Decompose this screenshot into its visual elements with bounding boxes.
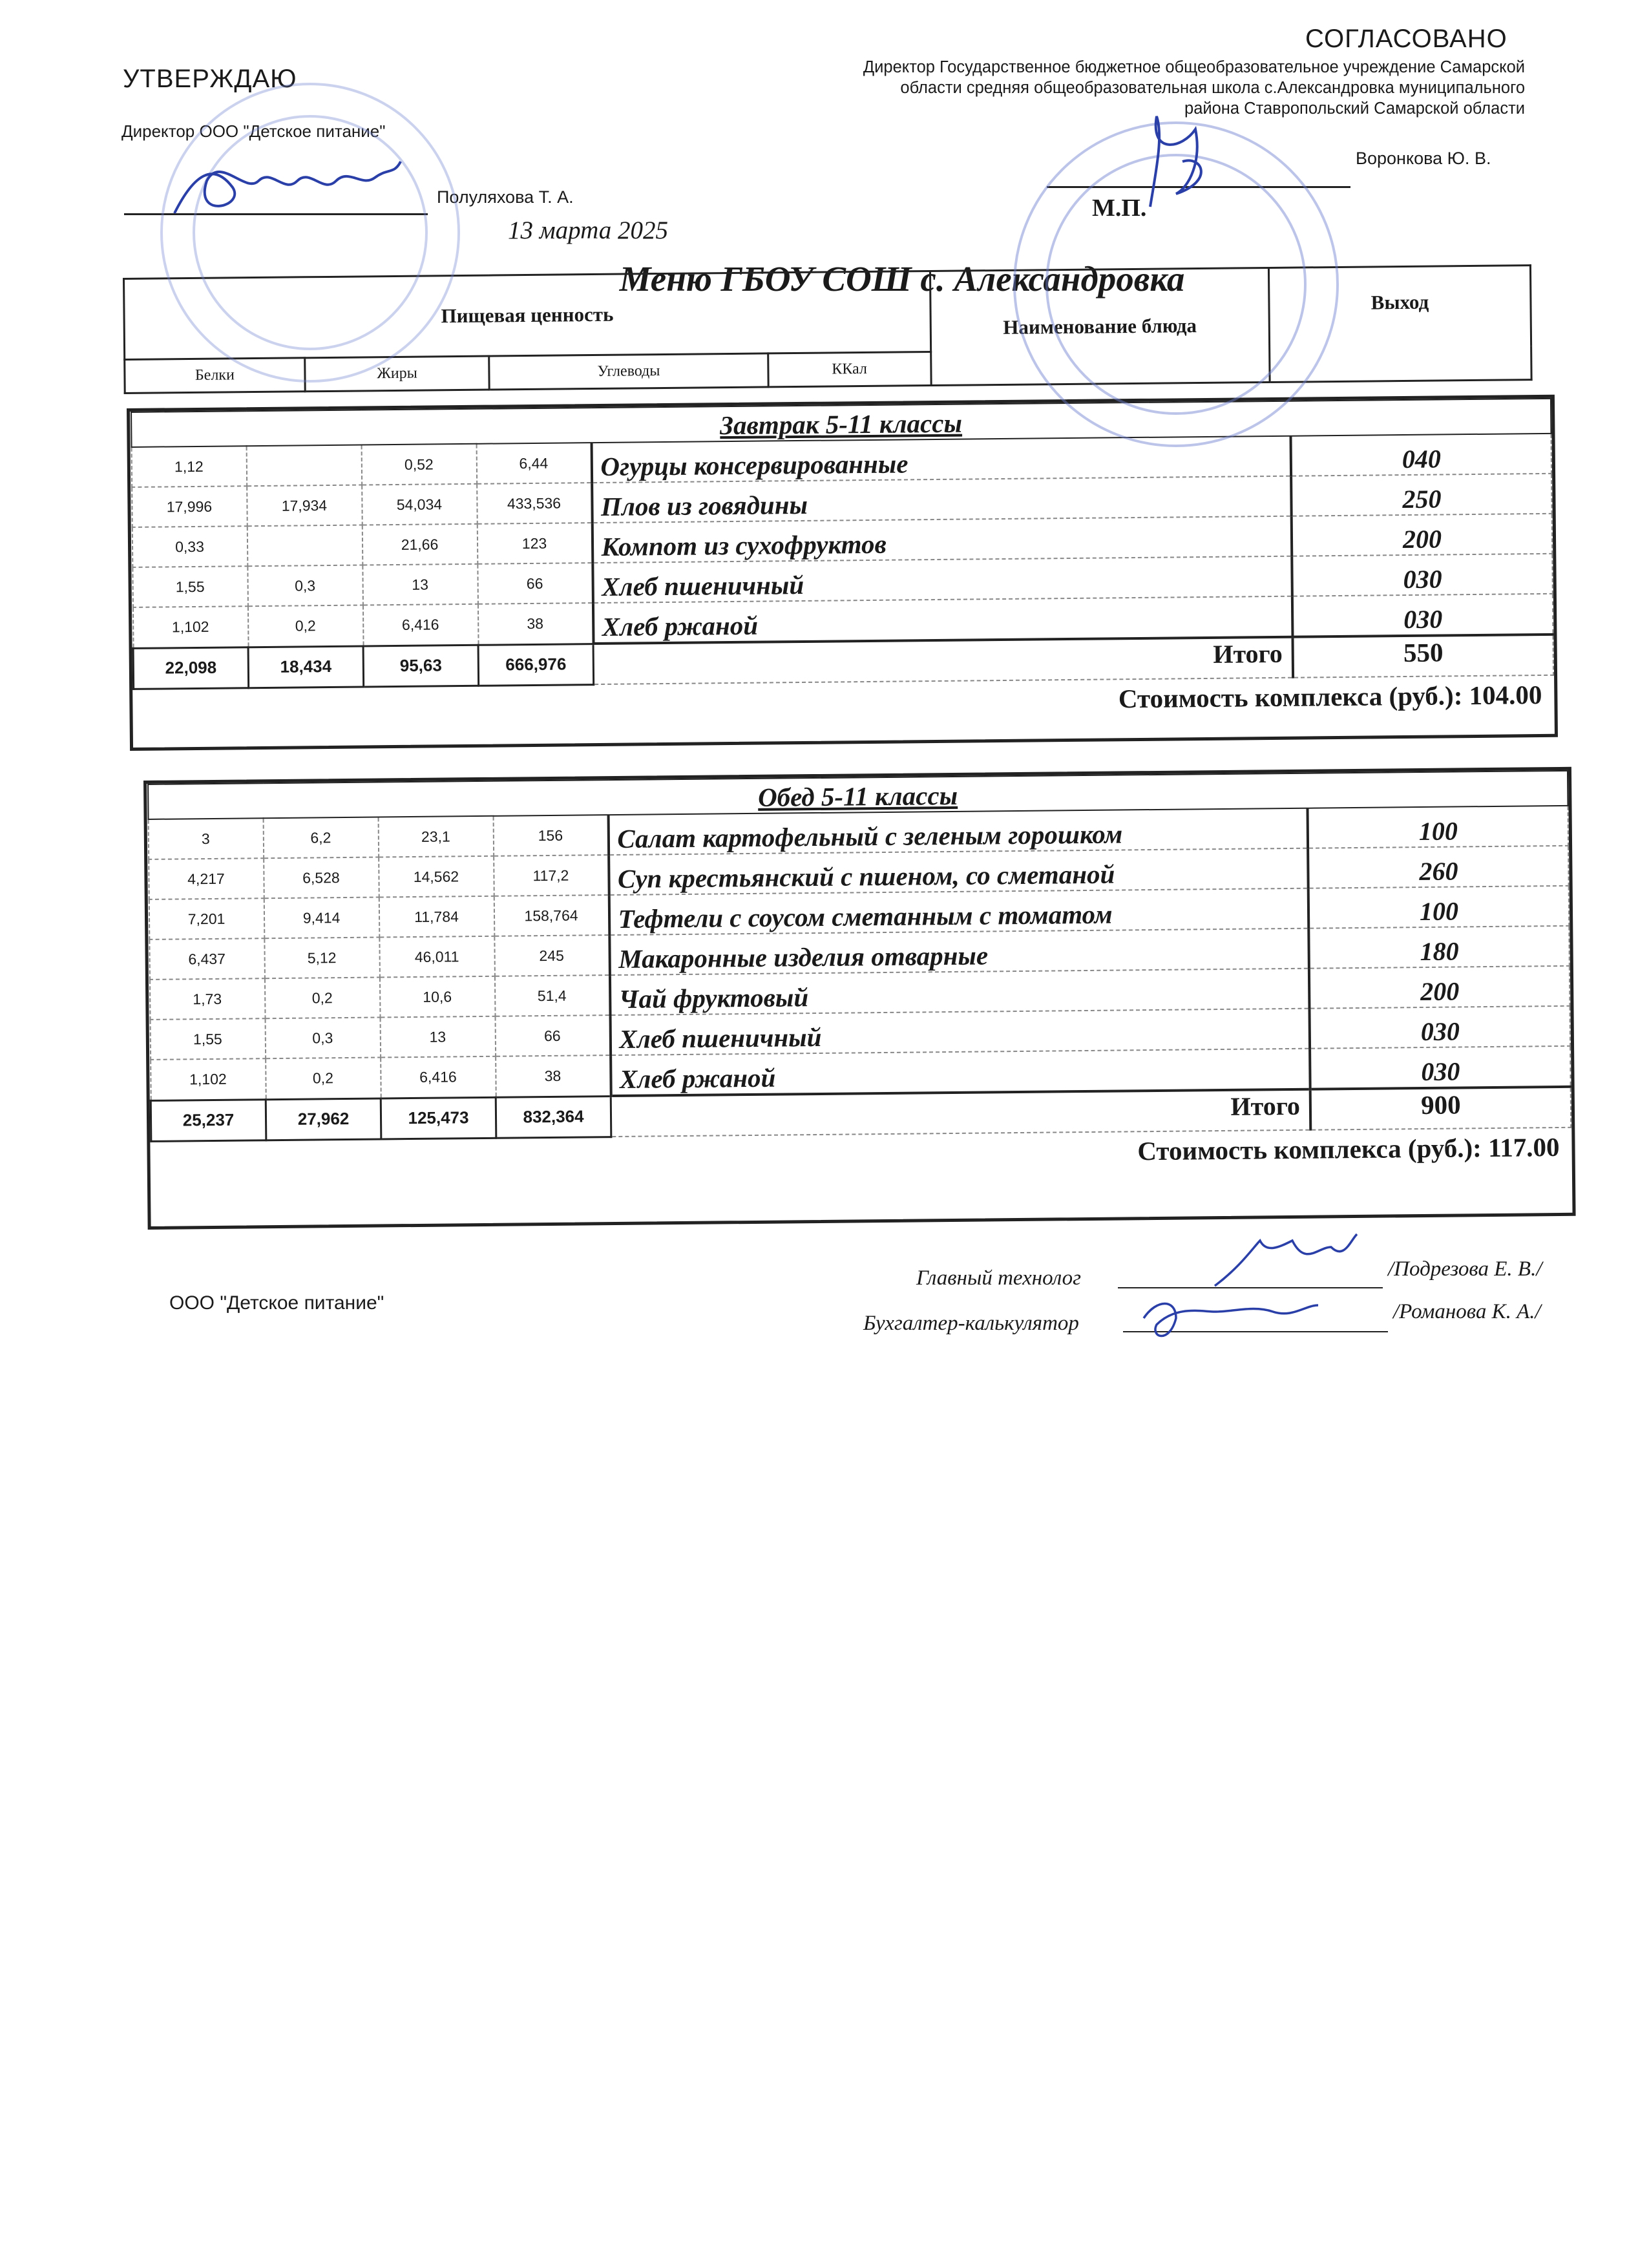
breakfast-kcal-cell: 38 [478, 603, 593, 645]
breakfast-carbs-cell: 54,034 [362, 484, 478, 525]
breakfast-carbs-cell: 6,416 [362, 604, 478, 646]
lunch-kcal-cell: 38 [496, 1055, 611, 1097]
breakfast-cost: Стоимость комплекса (руб.): 104.00 [1118, 679, 1542, 713]
breakfast-carbs-cell: 21,66 [362, 524, 478, 565]
lunch-dish-cell: Суп крестьянский с пшеном, со сметаной [609, 848, 1308, 895]
lunch-carbs-cell: 6,416 [381, 1056, 496, 1098]
technologist-name: /Подрезова Е. В./ [1388, 1257, 1542, 1281]
lunch-dish-cell: Тефтели с соусом сметанным с томатом [609, 888, 1308, 935]
breakfast-dish-cell: Огурцы консервированные [591, 436, 1291, 483]
breakfast-total-output: 550 [1292, 635, 1553, 678]
breakfast-output-cell: 030 [1292, 594, 1553, 637]
lunch-title: Обед 5-11 классы [148, 771, 1568, 819]
breakfast-carbs-cell: 0,52 [361, 444, 477, 485]
lunch-protein-cell: 4,217 [149, 858, 264, 899]
lunch-cost: Стоимость комплекса (руб.): 117.00 [1137, 1131, 1560, 1166]
lunch-total-protein: 25,237 [151, 1099, 266, 1141]
stamp-label: М.П. [1092, 194, 1147, 222]
breakfast-fat-cell: 17,934 [247, 485, 362, 527]
lunch-kcal-cell: 245 [494, 935, 610, 976]
agree-title: СОГЛАСОВАНО [1305, 25, 1507, 53]
lunch-fat-cell: 6,2 [263, 817, 379, 859]
breakfast-dish-cell: Хлеб ржаной [593, 596, 1292, 644]
breakfast-total-fat: 18,434 [248, 646, 364, 688]
accountant-label: Бухгалтер-калькулятор [863, 1312, 1079, 1335]
approve-title: УТВЕРЖДАЮ [123, 65, 297, 93]
breakfast-fat-cell: 0,2 [247, 605, 363, 647]
agree-name: Воронкова Ю. В. [1356, 149, 1491, 168]
output-header: Выход [1268, 266, 1531, 383]
fat-header: Жиры [305, 356, 490, 392]
lunch-fat-cell: 6,528 [264, 857, 379, 899]
lunch-fat-cell: 9,414 [264, 898, 379, 939]
breakfast-kcal-cell: 66 [478, 563, 593, 604]
breakfast-fat-cell: 0,3 [247, 565, 363, 607]
lunch-total-carbs: 125,473 [381, 1097, 496, 1139]
agree-line-3: района Ставропольский Самарской области [1184, 100, 1525, 118]
agree-line-2: области средняя общеобразовательная школа с.Александровка муниципального [900, 79, 1525, 97]
lunch-fat-cell: 5,12 [264, 938, 380, 979]
approve-signature [174, 162, 401, 213]
breakfast-total-label: Итого [593, 637, 1293, 684]
breakfast-output-cell: 250 [1291, 474, 1552, 516]
lunch-total-fat: 27,962 [266, 1098, 381, 1140]
breakfast-kcal-cell: 123 [477, 523, 593, 564]
accountant-signature [1144, 1304, 1318, 1336]
agree-line-1: Директор Государственное бюджетное общеобразовательное учреждение Самарской [863, 58, 1525, 76]
breakfast-total-kcal: 666,976 [478, 644, 594, 686]
breakfast-total-carbs: 95,63 [363, 645, 479, 687]
breakfast-total-protein: 22,098 [133, 647, 249, 689]
lunch-output-cell: 200 [1309, 966, 1570, 1009]
dish-header: Наименование блюда [930, 268, 1270, 385]
lunch-dish-cell: Чай фруктовый [609, 969, 1309, 1015]
lunch-output-cell: 100 [1307, 806, 1568, 848]
lunch-total-output: 900 [1310, 1087, 1571, 1130]
breakfast-output-cell: 040 [1290, 434, 1551, 476]
lunch-dish-cell: Хлеб пшеничный [610, 1009, 1310, 1055]
technologist-signature [1215, 1234, 1357, 1286]
lunch-protein-cell: 7,201 [149, 898, 264, 940]
lunch-carbs-cell: 13 [380, 1016, 496, 1058]
lunch-protein-cell: 3 [148, 818, 264, 859]
menu-title: Меню ГБОУ СОШ с. Александровка [619, 259, 1185, 299]
agree-signature [1150, 116, 1201, 207]
lunch-fat-cell: 0,2 [264, 978, 380, 1019]
lunch-protein-cell: 1,73 [149, 978, 265, 1020]
lunch-output-cell: 030 [1310, 1046, 1571, 1089]
breakfast-output-cell: 200 [1292, 514, 1553, 556]
breakfast-protein-cell: 0,33 [132, 526, 247, 567]
lunch-fat-cell: 0,2 [266, 1058, 381, 1100]
breakfast-protein-cell: 1,55 [132, 566, 248, 607]
lunch-total-label: Итого [611, 1089, 1310, 1137]
lunch-protein-cell: 1,102 [151, 1058, 266, 1100]
breakfast-output-cell: 030 [1292, 554, 1553, 596]
nutrition-header: Пищевая ценность [124, 271, 931, 360]
approve-name: Полуляхова Т. А. [437, 187, 574, 207]
right-stamp [1014, 123, 1338, 446]
breakfast-protein-cell: 17,996 [132, 486, 247, 527]
protein-header: Белки [125, 358, 305, 394]
lunch-output-cell: 260 [1308, 846, 1569, 888]
kcal-header: ККал [768, 352, 930, 386]
technologist-label: Главный технолог [916, 1266, 1082, 1290]
lunch-kcal-cell: 156 [493, 815, 609, 856]
carbs-header: Углеводы [489, 353, 768, 390]
lunch-carbs-cell: 23,1 [378, 816, 494, 857]
lunch-protein-cell: 1,55 [150, 1018, 266, 1060]
breakfast-kcal-cell: 6,44 [476, 443, 592, 484]
breakfast-protein-cell: 1,12 [131, 446, 247, 487]
breakfast-dish-cell: Плов из говядины [592, 476, 1292, 523]
lunch-dish-cell: Макаронные изделия отварные [609, 929, 1309, 975]
lunch-output-cell: 030 [1309, 1006, 1570, 1049]
lunch-output-cell: 180 [1308, 926, 1570, 969]
lunch-output-cell: 100 [1308, 886, 1570, 929]
breakfast-carbs-cell: 13 [362, 564, 478, 605]
breakfast-dish-cell: Хлеб пшеничный [593, 556, 1292, 603]
lunch-kcal-cell: 158,764 [494, 895, 609, 936]
breakfast-dish-cell: Компот из сухофруктов [592, 516, 1292, 563]
breakfast-title: Завтрак 5-11 классы [131, 399, 1551, 447]
lunch-kcal-cell: 51,4 [494, 975, 610, 1016]
left-stamp [162, 84, 459, 381]
lunch-carbs-cell: 11,784 [379, 896, 494, 938]
breakfast-kcal-cell: 433,536 [477, 483, 593, 524]
document-date: 13 марта 2025 [508, 216, 669, 244]
accountant-name: /Романова К. А./ [1393, 1300, 1541, 1323]
lunch-carbs-cell: 46,011 [379, 936, 495, 978]
lunch-dish-cell: Салат картофельный с зеленым горошком [608, 808, 1308, 855]
lunch-protein-cell: 6,437 [149, 938, 265, 980]
lunch-kcal-cell: 117,2 [494, 855, 609, 896]
breakfast-protein-cell: 1,102 [132, 606, 248, 648]
lunch-fat-cell: 0,3 [265, 1018, 381, 1059]
approve-position: Директор ООО "Детское питание" [121, 121, 386, 141]
lunch-dish-cell: Хлеб ржаной [611, 1049, 1310, 1096]
organization-footer: ООО "Детское питание" [169, 1292, 384, 1314]
lunch-kcal-cell: 66 [495, 1015, 611, 1056]
lunch-carbs-cell: 14,562 [379, 856, 494, 898]
lunch-carbs-cell: 10,6 [379, 976, 495, 1018]
lunch-total-kcal: 832,364 [496, 1096, 611, 1138]
